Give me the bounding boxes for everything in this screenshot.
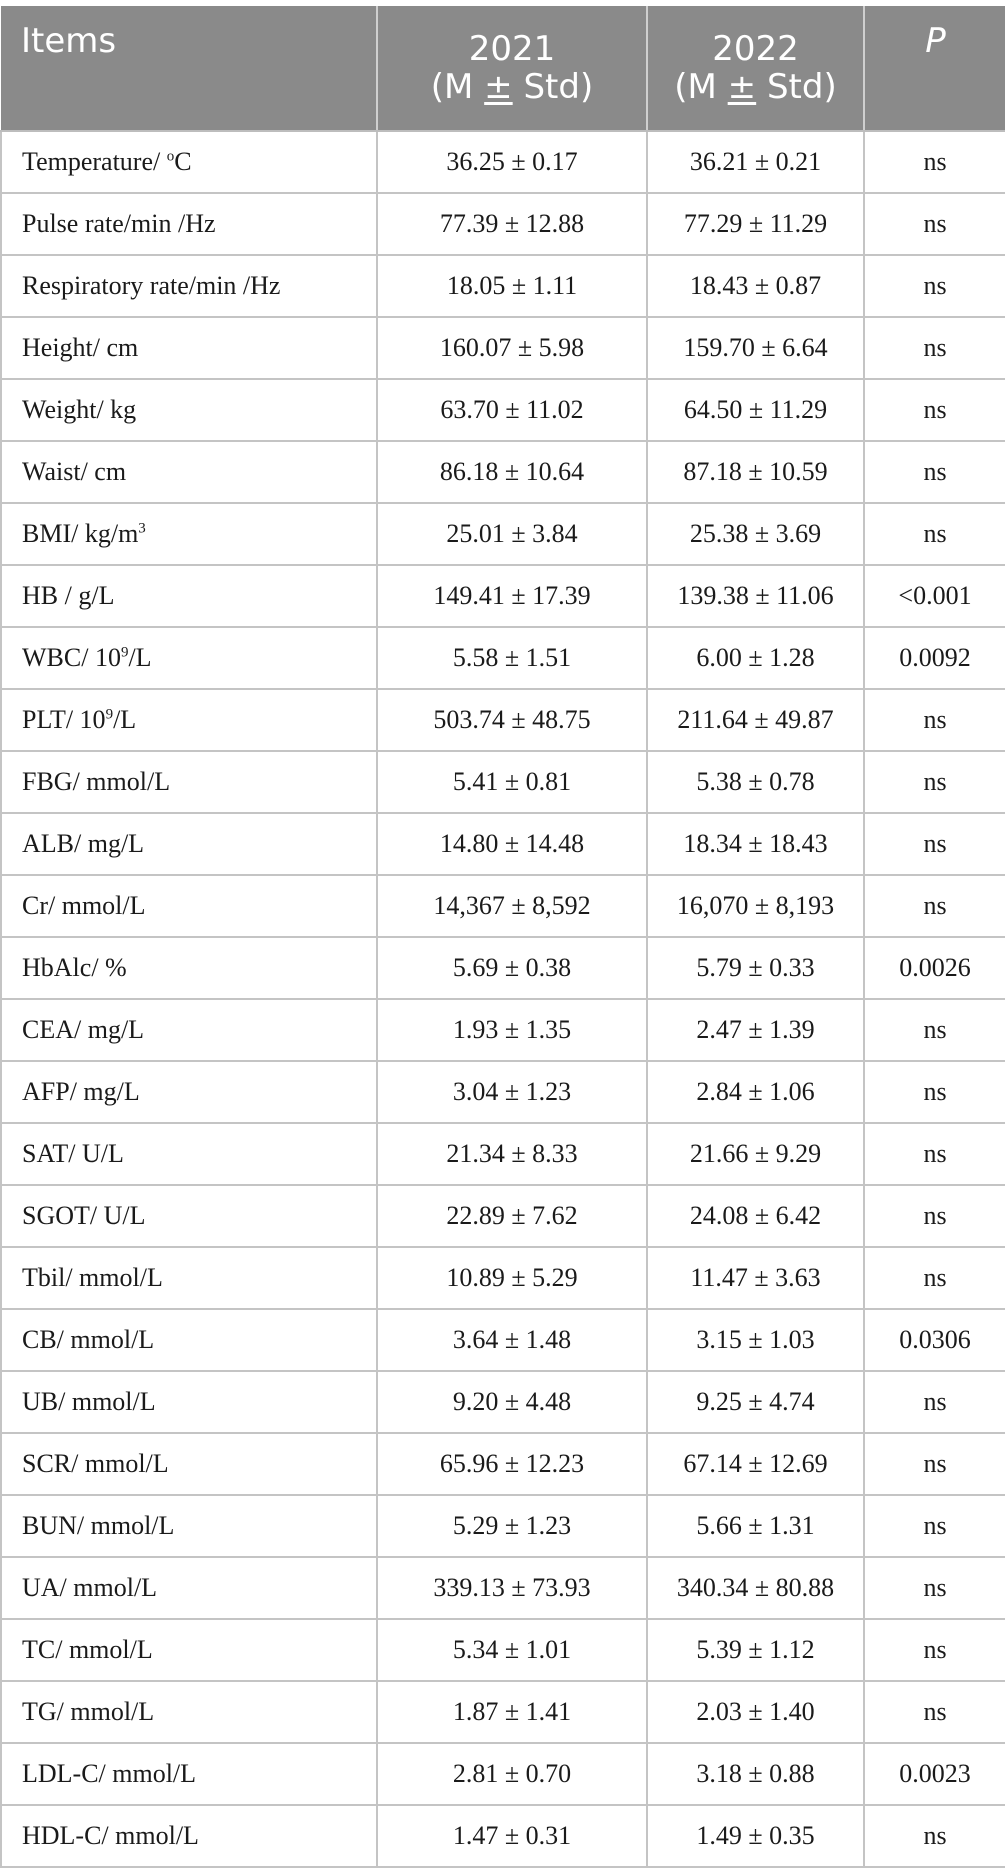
cell-p-value: 0.0092: [864, 627, 1005, 689]
cell-item: [1, 1433, 377, 1495]
cell-2022: 3.18 ± 0.88: [647, 1743, 864, 1805]
cell-2021: 160.07 ± 5.98: [377, 317, 647, 379]
cell-2021: 5.69 ± 0.38: [377, 937, 647, 999]
cell-2022: 67.14 ± 12.69: [647, 1433, 864, 1495]
table-row: [1, 875, 1005, 937]
table-row: [1, 1557, 1005, 1619]
cell-2022: 5.79 ± 0.33: [647, 937, 864, 999]
cell-2021: 63.70 ± 11.02: [377, 379, 647, 441]
cell-item: [1, 193, 377, 255]
cell-p-value: 0.0023: [864, 1743, 1005, 1805]
cell-p-value: ns: [864, 1433, 1005, 1495]
cell-p-value: ns: [864, 813, 1005, 875]
header-2022-plus-minus: ±: [727, 67, 757, 107]
cell-2022: 5.39 ± 1.12: [647, 1619, 864, 1681]
cell-p-value: ns: [864, 255, 1005, 317]
cell-2021: 2.81 ± 0.70: [377, 1743, 647, 1805]
cell-2021: 149.41 ± 17.39: [377, 565, 647, 627]
table-row: [1, 131, 1005, 193]
table-row: [1, 627, 1005, 689]
cell-p-value: ns: [864, 1805, 1005, 1867]
header-2021-sub-open: (M: [430, 67, 485, 107]
item-label: BMI/ kg/m: [22, 519, 139, 548]
cell-2021: 14.80 ± 14.48: [377, 813, 647, 875]
table-row: [1, 1309, 1005, 1371]
item-unit-suffix: /L: [113, 705, 137, 734]
cell-2022: 25.38 ± 3.69: [647, 503, 864, 565]
cell-p-value: ns: [864, 1061, 1005, 1123]
cell-p-value: ns: [864, 1247, 1005, 1309]
table-row: [1, 1495, 1005, 1557]
cell-item: [1, 1619, 377, 1681]
cell-item: [1, 379, 377, 441]
cell-2021: 5.58 ± 1.51: [377, 627, 647, 689]
item-label: Respiratory rate/min /Hz: [22, 271, 281, 300]
cell-p-value: 0.0306: [864, 1309, 1005, 1371]
item-label: UB/ mmol/L: [22, 1387, 156, 1416]
item-label: UA/ mmol/L: [22, 1573, 158, 1602]
item-label: HB / g/L: [22, 581, 115, 610]
cell-p-value: ns: [864, 193, 1005, 255]
cell-2021: 9.20 ± 4.48: [377, 1371, 647, 1433]
cell-2022: 18.43 ± 0.87: [647, 255, 864, 317]
header-items-label: Items: [21, 21, 117, 61]
table-row: [1, 1061, 1005, 1123]
header-p-label: P: [925, 21, 946, 61]
item-label: TC/ mmol/L: [22, 1635, 153, 1664]
cell-item: [1, 1185, 377, 1247]
table-row: [1, 193, 1005, 255]
cell-item: [1, 503, 377, 565]
header-2022: [647, 6, 864, 131]
cell-item: [1, 255, 377, 317]
cell-2021: 22.89 ± 7.62: [377, 1185, 647, 1247]
item-label: HDL-C/ mmol/L: [22, 1821, 199, 1850]
table-row: [1, 1619, 1005, 1681]
item-label: BUN/ mmol/L: [22, 1511, 175, 1540]
table-header: [1, 6, 1005, 131]
cell-2022: 87.18 ± 10.59: [647, 441, 864, 503]
cell-item: [1, 317, 377, 379]
cell-p-value: ns: [864, 1619, 1005, 1681]
cell-p-value: ns: [864, 1495, 1005, 1557]
cell-item: [1, 1495, 377, 1557]
table-row: [1, 1805, 1005, 1867]
cell-item: [1, 1309, 377, 1371]
cell-item: [1, 1805, 377, 1867]
header-2021-year: 2021: [468, 29, 556, 69]
header-2021-plus-minus: ±: [484, 67, 513, 107]
cell-item: [1, 441, 377, 503]
item-label: SAT/ U/L: [22, 1139, 124, 1168]
cell-p-value: <0.001: [864, 565, 1005, 627]
cell-2022: 3.15 ± 1.03: [647, 1309, 864, 1371]
header-2021-sub-close: Std): [512, 67, 594, 107]
cell-2021: 5.29 ± 1.23: [377, 1495, 647, 1557]
item-label: Waist/ cm: [22, 457, 127, 486]
cell-2022: 64.50 ± 11.29: [647, 379, 864, 441]
cell-p-value: ns: [864, 1681, 1005, 1743]
cell-item: [1, 1123, 377, 1185]
cell-2022: 5.66 ± 1.31: [647, 1495, 864, 1557]
item-superscript: 3: [138, 520, 146, 537]
cell-item: [1, 1061, 377, 1123]
cell-2021: 5.34 ± 1.01: [377, 1619, 647, 1681]
cell-p-value: ns: [864, 441, 1005, 503]
item-unit-suffix: C: [174, 147, 192, 176]
item-label: WBC/ 10: [22, 643, 121, 672]
cell-2022: 2.03 ± 1.40: [647, 1681, 864, 1743]
table-row: [1, 1185, 1005, 1247]
cell-2022: 139.38 ± 11.06: [647, 565, 864, 627]
cell-2021: 1.93 ± 1.35: [377, 999, 647, 1061]
item-superscript: 9: [120, 644, 129, 661]
cell-2021: 1.47 ± 0.31: [377, 1805, 647, 1867]
cell-2022: 18.34 ± 18.43: [647, 813, 864, 875]
item-label: FBG/ mmol/L: [22, 767, 171, 796]
item-label: CB/ mmol/L: [22, 1325, 155, 1354]
item-label: Temperature/: [22, 147, 167, 176]
cell-2021: 10.89 ± 5.29: [377, 1247, 647, 1309]
cell-2022: 211.64 ± 49.87: [647, 689, 864, 751]
cell-2021: 503.74 ± 48.75: [377, 689, 647, 751]
cell-2022: 36.21 ± 0.21: [647, 131, 864, 193]
cell-p-value: ns: [864, 1123, 1005, 1185]
cell-item: [1, 751, 377, 813]
cell-item: [1, 1247, 377, 1309]
cell-2022: 340.34 ± 80.88: [647, 1557, 864, 1619]
cell-item: [1, 565, 377, 627]
cell-p-value: ns: [864, 1371, 1005, 1433]
table-row: [1, 1433, 1005, 1495]
cell-2022: 2.47 ± 1.39: [647, 999, 864, 1061]
cell-2022: 6.00 ± 1.28: [647, 627, 864, 689]
table-row: [1, 1247, 1005, 1309]
cell-2021: 3.04 ± 1.23: [377, 1061, 647, 1123]
cell-item: [1, 627, 377, 689]
item-label: Cr/ mmol/L: [22, 891, 146, 920]
cell-2021: 5.41 ± 0.81: [377, 751, 647, 813]
cell-p-value: ns: [864, 131, 1005, 193]
cell-item: [1, 813, 377, 875]
item-superscript: o: [166, 148, 175, 165]
cell-2021: 339.13 ± 73.93: [377, 1557, 647, 1619]
table-row: [1, 1123, 1005, 1185]
item-label: PLT/ 10: [22, 705, 106, 734]
cell-2022: 11.47 ± 3.63: [647, 1247, 864, 1309]
cell-item: [1, 999, 377, 1061]
cell-2022: 159.70 ± 6.64: [647, 317, 864, 379]
table-row: [1, 1681, 1005, 1743]
cell-p-value: ns: [864, 317, 1005, 379]
item-label: SCR/ mmol/L: [22, 1449, 169, 1478]
cell-2021: 3.64 ± 1.48: [377, 1309, 647, 1371]
cell-2022: 24.08 ± 6.42: [647, 1185, 864, 1247]
cell-2021: 65.96 ± 12.23: [377, 1433, 647, 1495]
cell-item: [1, 875, 377, 937]
cell-2021: 1.87 ± 1.41: [377, 1681, 647, 1743]
cell-2022: 21.66 ± 9.29: [647, 1123, 864, 1185]
table-row: [1, 1743, 1005, 1805]
cell-2021: 86.18 ± 10.64: [377, 441, 647, 503]
cell-p-value: ns: [864, 999, 1005, 1061]
cell-p-value: ns: [864, 1557, 1005, 1619]
item-label: CEA/ mg/L: [22, 1015, 145, 1044]
header-2022-sub-close: Std): [756, 67, 837, 107]
item-label: AFP/ mg/L: [22, 1077, 140, 1106]
header-row: [1, 6, 1005, 131]
cell-item: [1, 1557, 377, 1619]
cell-p-value: ns: [864, 1185, 1005, 1247]
item-label: TG/ mmol/L: [22, 1697, 155, 1726]
item-label: SGOT/ U/L: [22, 1201, 146, 1230]
item-label: LDL-C/ mmol/L: [22, 1759, 197, 1788]
cell-2021: 77.39 ± 12.88: [377, 193, 647, 255]
cell-item: [1, 689, 377, 751]
item-label: HbAlc/ %: [22, 953, 127, 982]
cell-item: [1, 1371, 377, 1433]
item-label: Tbil/ mmol/L: [22, 1263, 163, 1292]
header-2022-subtitle: [648, 68, 863, 106]
item-unit-suffix: /L: [128, 643, 152, 672]
cell-p-value: 0.0026: [864, 937, 1005, 999]
cell-2021: 14,367 ± 8,592: [377, 875, 647, 937]
cell-item: [1, 1743, 377, 1805]
cell-2022: 1.49 ± 0.35: [647, 1805, 864, 1867]
cell-2021: 36.25 ± 0.17: [377, 131, 647, 193]
item-superscript: 9: [105, 706, 114, 723]
cell-2021: 21.34 ± 8.33: [377, 1123, 647, 1185]
cell-2022: 9.25 ± 4.74: [647, 1371, 864, 1433]
cell-2022: 16,070 ± 8,193: [647, 875, 864, 937]
cell-item: [1, 1681, 377, 1743]
cell-2022: 5.38 ± 0.78: [647, 751, 864, 813]
cell-p-value: ns: [864, 751, 1005, 813]
cell-item: [1, 937, 377, 999]
header-p: [864, 6, 1005, 131]
cell-p-value: ns: [864, 689, 1005, 751]
cell-2021: 18.05 ± 1.11: [377, 255, 647, 317]
table-row: [1, 1371, 1005, 1433]
table-row: [1, 379, 1005, 441]
table-row: [1, 999, 1005, 1061]
table-row: [1, 751, 1005, 813]
cell-2022: 2.84 ± 1.06: [647, 1061, 864, 1123]
table-row: [1, 937, 1005, 999]
table-row: [1, 813, 1005, 875]
cell-2021: 25.01 ± 3.84: [377, 503, 647, 565]
cell-p-value: ns: [864, 875, 1005, 937]
header-2021: [377, 6, 647, 131]
table-row: [1, 503, 1005, 565]
item-label: ALB/ mg/L: [22, 829, 145, 858]
table-row: [1, 441, 1005, 503]
item-label: Pulse rate/min /Hz: [22, 209, 216, 238]
results-table: [0, 6, 1005, 1868]
cell-p-value: ns: [864, 379, 1005, 441]
table-row: [1, 317, 1005, 379]
header-2021-subtitle: [378, 68, 646, 106]
cell-2022: 77.29 ± 11.29: [647, 193, 864, 255]
table-row: [1, 689, 1005, 751]
item-label: Height/ cm: [22, 333, 139, 362]
table-row: [1, 255, 1005, 317]
cell-p-value: ns: [864, 503, 1005, 565]
table-row: [1, 565, 1005, 627]
header-2022-year: 2022: [712, 29, 799, 69]
item-label: Weight/ kg: [22, 395, 137, 424]
cell-item: [1, 131, 377, 193]
header-items: [1, 6, 377, 131]
header-2022-sub-open: (M: [674, 67, 728, 107]
table-body: [1, 131, 1005, 1867]
